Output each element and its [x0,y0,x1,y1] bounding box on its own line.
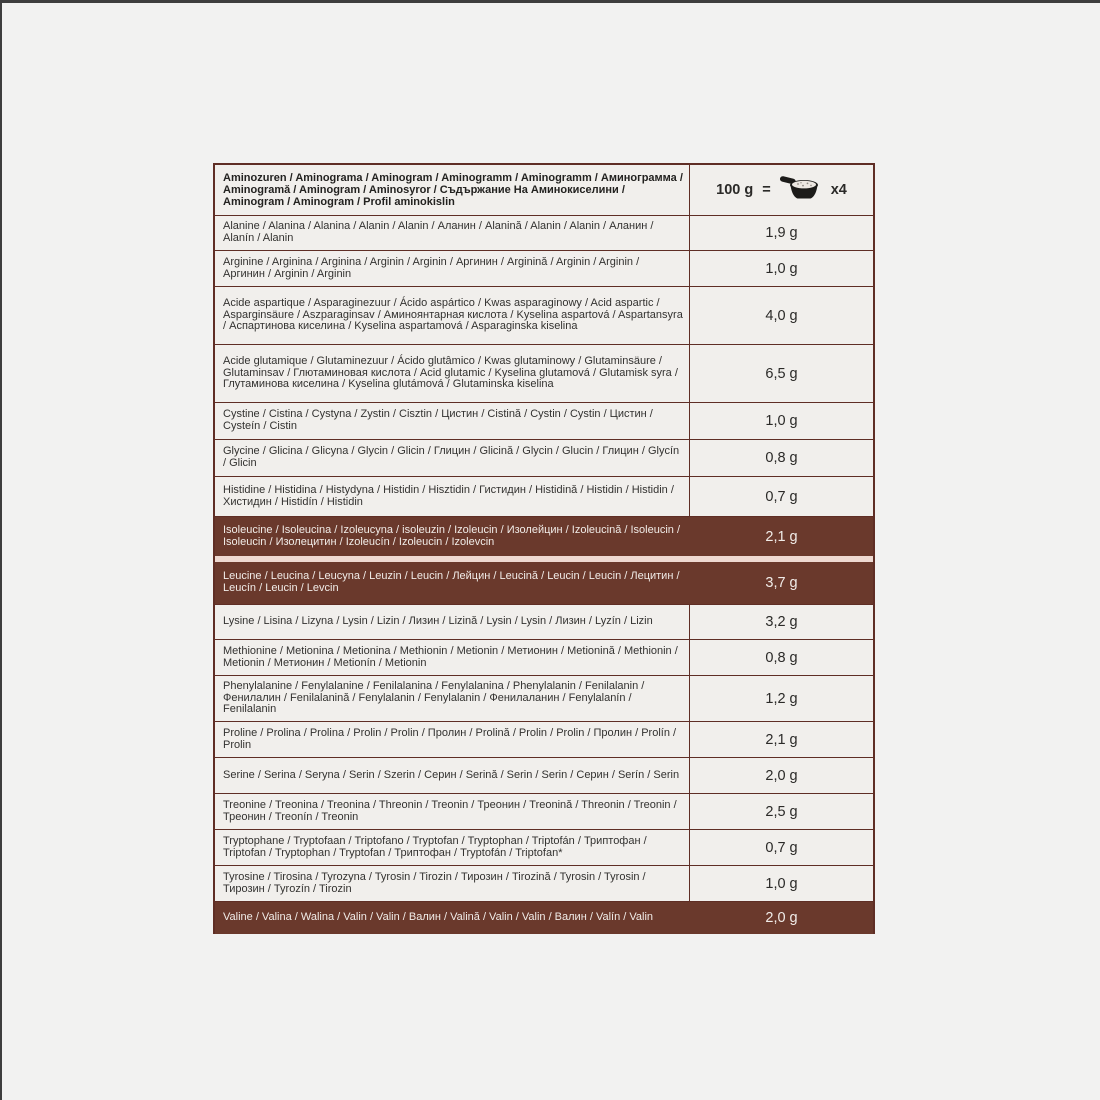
amino-acid-amount: 2,1 g [689,722,873,757]
serving-amount: 100 g [716,182,754,198]
table-row-tryptophan [215,830,873,866]
amino-acid-names: Tryptophane / Tryptofaan / Triptofano / Tryptofan / Tryptophan / Triptofán / Триптофан / Triptofan / Tryptophan / Tryptofan / Триптофан / Tryptofán / Triptofan* [223,834,647,859]
amino-acid-names: Treonine / Treonina / Treonina / Threonin / Treonin / Треонин / Treonină / Threonin / Treonin / Треонин / Treonín / Treonin [223,798,677,823]
table-row-phenylalanine [215,676,873,722]
amino-acid-names: Acide aspartique / Asparaginezuur / Ácido aspártico / Kwas asparaginowy / Acid aspartic / Asparginsäure / Aszparaginsav / Аминоянтарная кислота / Kyselina aspartová / Aspartansyra / Аспартинова киселина / Kyselina aspartamová / Asparaginska kiselina [223,297,683,333]
serving-info [689,165,873,215]
table-row-glycine [215,440,873,477]
amino-acid-names: Tyrosine / Tirosina / Tyrozyna / Tyrosin / Tirozin / Тирозин / Tirozină / Tyrosin / Tyrosin / Тирозин / Tyrozín / Tirozin [223,870,646,895]
amino-acid-names: Phenylalanine / Fenylalanine / Fenilalanina / Fenylalanina / Phenylalanin / Fenilalanin / Фенилалин / Fenilalanină / Fenylalanin / Fenylalanin / Фенилаланин / Fenylalanín / Fenilalanin [223,680,645,716]
amino-acid-names: Isoleucine / Isoleucina / Izoleucyna / isoleuzin / Izoleucin / Изолейцин / Izoleucină / Isoleucin / Isoleucin / Изолецитин / Izoleucín / Izoleucin / Izolevcin [223,523,681,548]
amino-acid-amount: 1,0 g [689,403,873,439]
table-row-isoleucine [215,517,873,562]
amino-acid-names: Cystine / Cistina / Cystyna / Zystin / Cisztin / Цистин / Cistină / Cystin / Cystin / Цистин / Cysteín / Cistin [223,408,653,432]
amino-acid-names: Valine / Valina / Walina / Valin / Valin / Валин / Valină / Valin / Valin / Валин / Valín / Valin [223,911,654,924]
amino-acid-names: Histidine / Histidina / Histydyna / Histidin / Hisztidin / Гистидин / Histidină / Histidin / Histidin / Хистидин / Histidín / Histidin [223,483,674,508]
amino-acid-amount: 0,7 g [689,477,873,516]
amino-acid-amount: 3,2 g [689,605,873,639]
amino-acid-amount: 2,0 g [765,910,798,926]
amino-acid-amount: 2,1 g [765,528,798,545]
table-row-serine [215,758,873,794]
table-row-aspartic-acid [215,287,873,345]
table-row-tyrosine [215,866,873,902]
amino-acid-names: Methionine / Metionina / Metionina / Methionin / Metionin / Метионин / Metionină / Methionin / Metionin / Метионин / Metionín / Metionin [223,644,678,669]
amino-acid-amount: 1,0 g [689,866,873,901]
amino-acid-amount: 0,8 g [689,440,873,476]
amino-acid-amount: 6,5 g [689,345,873,402]
amino-acid-amount: 1,0 g [689,251,873,286]
amino-acid-names: Serine / Serina / Seryna / Serin / Szerin / Серин / Serină / Serin / Serin / Серин / Serín / Serin [223,768,680,781]
amino-acid-amount: 3,7 g [765,575,798,591]
table-row-proline [215,722,873,758]
table-row-arginine [215,251,873,287]
aminogram-table [213,163,875,934]
amino-acid-names: Arginine / Arginina / Arginina / Arginin / Arginin / Аргинин / Arginină / Arginin / Arginin / Аргинин / Arginin / Arginin [223,255,640,280]
table-row-cystine [215,403,873,440]
table-row-valine [215,902,873,934]
table-row-threonine [215,794,873,830]
amino-acid-names: Acide glutamique / Glutaminezuur / Ácido glutâmico / Kwas glutaminowy / Glutaminsäure / Glutaminsav / Глютаминовая кислота / Acid glutamic / Kyselina glutamová / Glutamisk syra / Глутаминова киселина / Kyselina glutámová / Glutaminska kiselina [223,355,678,391]
table-row-lysine [215,605,873,640]
table-header-row [215,165,873,216]
amino-acid-amount: 2,5 g [689,794,873,829]
table-row-histidine [215,477,873,517]
aminogram-title: Aminozuren / Aminograma / Aminogram / Aminogramm / Aminogramm / Аминограмма / Aminogramă / Aminogram / Aminosyror / Съдържание На Аминокиселини / Aminogram / Aminogram / Profil aminokislin [223,172,683,208]
amino-acid-amount: 0,7 g [689,830,873,865]
amino-acid-amount: 1,9 g [689,216,873,250]
amino-acid-names: Proline / Prolina / Prolina / Prolin / Prolin / Пролин / Prolină / Prolin / Prolin / Пролин / Prolín / Prolin [223,726,677,751]
table-row-leucine [215,562,873,605]
amino-acid-amount: 1,2 g [689,676,873,721]
table-row-methionine [215,640,873,676]
table-row-glutamic-acid [215,345,873,403]
scoop-multiplier: x4 [830,182,847,198]
amino-acid-names: Alanine / Alanina / Alanina / Alanin / Alanin / Аланин / Alanină / Alanin / Alanin / Аланин / Alanín / Alanin [223,220,654,244]
amino-acid-amount: 2,0 g [689,758,873,793]
amino-acid-amount: 4,0 g [689,287,873,344]
equals-sign: = [762,182,771,198]
amino-acid-names: Lysine / Lisina / Lizyna / Lysin / Lizin / Лизин / Lizină / Lysin / Lysin / Лизин / Lyzín / Lizin [223,615,653,628]
measuring-scoop-icon [780,175,822,205]
amino-acid-amount: 0,8 g [689,640,873,675]
amino-acid-names: Glycine / Glicina / Glicyna / Glycin / Glicin / Глицин / Glicină / Glycin / Glucin / Глицин / Glycín / Glicin [223,445,680,469]
amino-acid-names: Leucine / Leucina / Leucyna / Leuzin / Leucin / Лейцин / Leucină / Leucin / Leucin / Лецитин / Leucín / Leucin / Levcin [223,570,680,594]
table-row-alanine [215,216,873,251]
